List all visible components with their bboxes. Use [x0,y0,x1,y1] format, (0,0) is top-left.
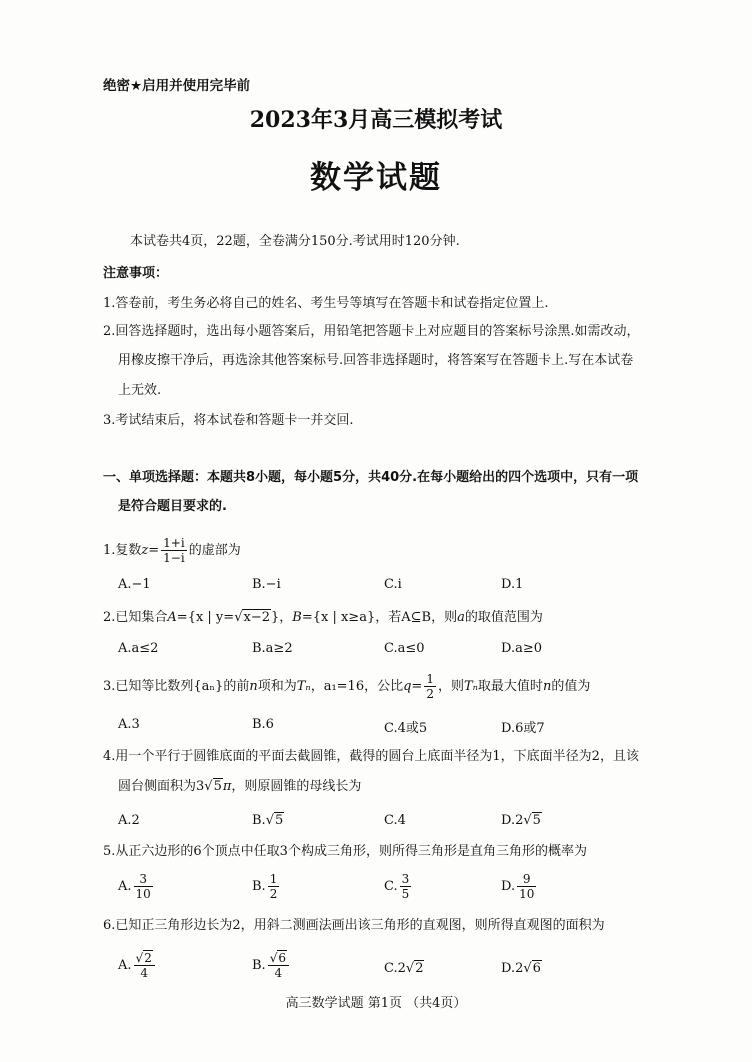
notice-item: 上无效. [118,383,162,398]
q5-a-num: 3 [134,872,153,887]
q3-n2: n [542,679,552,694]
q6-option-b [252,951,291,980]
q6-option-d-label: D.2 [501,961,524,976]
q3-n: n [249,679,258,694]
q3-seq: {aₙ} [193,679,224,694]
sqrt-sign: √ [234,610,243,625]
notice-item: 3.考试结束后，将本试卷和答题卡一并交回. [103,413,354,428]
q2-set-a-def: ={x | y= [176,610,235,625]
sqrt-sign: √ [523,961,532,976]
q6-d-sqrt: 6 [532,961,541,976]
q2-var-a: a [457,610,465,625]
sqrt-sign: √ [523,813,532,828]
q5-c-den: 5 [401,887,410,901]
q4-sqrt: 5 [213,779,222,794]
q5-option-c-frac [400,872,412,901]
q1-option-c: C.i [384,577,402,592]
q6-option-c-label: C.2 [384,961,406,976]
q4-post: ，则原圆锥的母线长为 [231,779,362,794]
exam-title: 2023年3月高三模拟考试 [249,107,503,133]
q1-num: 1+i [163,536,185,550]
q5-b-den: 2 [269,887,278,901]
section-heading: 是符合题目要求的. [118,499,227,514]
q1-option-d: D.1 [501,577,524,592]
q4-option-d-sqrt: 5 [532,813,541,828]
q1-var: z [141,543,149,558]
q3-q: q= [403,679,423,694]
q2-set-b: B [292,610,302,625]
q3-fraction [424,672,436,701]
question-4: 4.用一个平行于圆锥底面的平面去截圆锥，截得的圆台上底面半径为1，下底面半径为2，且该 [103,749,639,764]
q5-option-b-frac [268,872,280,901]
q3-post2: 取最大值时 [477,679,543,694]
q6-a-num [134,951,155,966]
sqrt-sign: √ [135,951,144,965]
q1-eq: = [148,543,160,558]
q2-cond: ，若 [375,610,402,625]
q3-num: 1 [426,672,434,686]
q5-option-c [384,872,413,901]
q4-option-a: A.2 [118,813,140,828]
q5-option-a-frac [134,872,153,901]
notice-item: 1.答卷前，考生务必将自己的姓名、考生号等填写在答题卡和试卷指定位置上. [103,296,549,311]
sqrt-sign: √ [405,961,415,976]
q4-option-b [252,813,284,828]
q4-option-d [501,813,542,828]
q3-post1: ，则 [437,679,464,694]
q3-tn2: Tₙ [463,679,478,694]
question-5: 5.从正六边形的6个顶点中任取3个构成三角形，则所得三角形是直角三角形的概率为 [103,844,587,859]
sqrt-sign: √ [265,813,274,828]
q3-pre: 3.已知等比数列 [103,679,194,694]
question-4-cont [118,778,361,796]
q2-option-c: C.a≤0 [384,641,425,656]
q5-option-d-frac [517,872,536,901]
q4-pre: 圆台侧面积为3 [118,779,205,794]
q5-option-c-label: C. [384,879,398,894]
q1-pre: 1.复数 [103,543,142,558]
q3-tn: Tₙ [296,679,311,694]
q6-b-num [268,951,289,966]
q4-option-b-sqrt: 5 [274,813,284,828]
question-2 [103,609,543,627]
q3-option-c: C.4或5 [384,721,428,736]
q2-pre: 2.已知集合 [103,610,168,625]
q3-mid: 的前 [223,679,250,694]
q4-option-c: C.4 [384,813,406,828]
notice-item: 用橡皮擦干净后，再选涂其他答案标号.回答非选择题时，将答案写在答题卡上.写在本试卷 [118,353,634,368]
q4-pi: π [222,779,232,794]
q1-option-b: B.−i [252,577,281,592]
q2-option-b: B.a≥2 [252,641,293,656]
q6-a-sqrt: 2 [144,951,152,965]
q2-set-a: A [167,610,177,625]
q6-option-b-frac [268,951,289,980]
q2-post: 的取值范围为 [464,610,543,625]
q1-fraction [161,536,187,565]
q5-option-d-label: D. [501,879,516,894]
q5-d-num: 9 [517,872,536,887]
q4-option-d-label: D.2 [501,813,524,828]
q1-post: 的虚部为 [188,543,241,558]
q3-a1: ，a₁=16，公比 [310,679,404,694]
q6-option-a-frac [134,951,155,980]
q2-option-d: D.a≥0 [501,641,543,656]
q6-b-sqrt: 6 [278,951,286,965]
q5-option-b [252,872,281,901]
q6-option-b-label: B. [252,958,266,973]
q5-option-b-label: B. [252,879,266,894]
q3-option-b: B.6 [252,717,274,732]
sqrt-sign: √ [204,779,213,794]
page-footer: 高三数学试题 第1页 （共4页） [285,996,467,1011]
q3-option-d: D.6或7 [501,721,545,736]
q2-set-b-def: ={x | x≥a} [301,610,376,625]
q5-option-d [501,872,538,901]
q5-option-a [118,872,155,901]
q2-cond2: ，则 [431,610,458,625]
notice-title: 注意事项： [103,266,169,281]
sqrt-sign: √ [269,951,278,965]
q6-a-den: 4 [140,966,148,980]
question-6: 6.已知正三角形边长为2，用斜二测画法画出该三角形的直观图，则所得直观图的面积为 [103,918,605,933]
q6-option-c [384,961,424,976]
q6-option-d [501,961,542,976]
q6-c-sqrt: 2 [415,961,424,976]
q3-post3: 的值为 [551,679,591,694]
q5-d-den: 10 [519,887,535,901]
q4-option-b-label: B. [252,813,266,828]
q3-mid2: 项和为 [257,679,297,694]
subject-title: 数学试题 [310,160,442,196]
q5-a-den: 10 [135,887,151,901]
q3-option-a: A.3 [118,717,140,732]
q2-option-a: A.a≤2 [118,641,159,656]
q5-c-num: 3 [401,872,410,886]
q3-den: 2 [426,687,434,701]
q6-option-a [118,951,157,980]
q5-option-a-label: A. [118,879,132,894]
q1-option-a: A.−1 [118,577,151,592]
q2-cond-expr: A⊆B [401,610,432,625]
confidential-note: 绝密★启用并使用完毕前 [103,78,251,94]
q1-den: 1−i [163,551,185,565]
q5-b-num: 1 [269,872,278,886]
section-heading: 一、单项选择题：本题共8小题，每小题5分，共40分.在每小题给出的四个选项中，只有一项 [103,470,639,485]
intro-text: 本试卷共4页，22题，全卷满分150分.考试用时120分钟. [130,234,460,249]
q6-b-den: 4 [274,966,283,980]
question-3 [103,669,590,705]
notice-item: 2.回答选择题时，选出每小题答案后，用铅笔把答题卡上对应题目的答案标号涂黑.如需改动， [103,324,640,339]
q2-set-a-close: }， [270,610,293,625]
q6-option-a-label: A. [118,958,132,973]
question-1 [103,533,241,569]
q2-sqrt: x−2 [243,610,270,625]
